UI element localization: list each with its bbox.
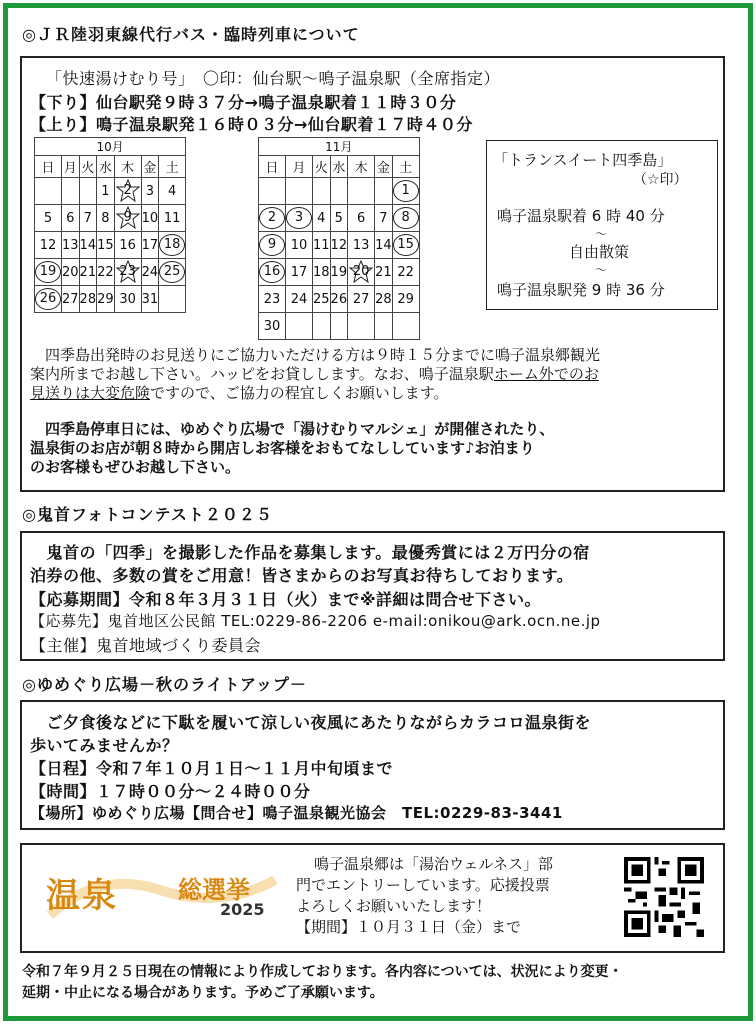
calendar-day: 28 [79, 286, 97, 313]
calendar-day: 29 [392, 286, 419, 313]
calendar-day [348, 178, 375, 205]
photo-section-title: ◎鬼首フォトコンテスト２０２５ [22, 505, 273, 524]
day-number: 2 [259, 207, 285, 229]
calendar-day: 13 [348, 232, 375, 259]
para1-line2 [30, 365, 720, 384]
calendar-day [114, 178, 141, 205]
calendar-day [348, 259, 375, 286]
calendar-day: 22 [97, 259, 115, 286]
day-number: 20 [352, 264, 370, 279]
logo-year: 2025 [220, 900, 265, 919]
calendar-day: 24 [286, 286, 313, 313]
day-number: 26 [35, 288, 61, 310]
para2-line1: 四季島停車日には、ゆめぐり広場で「湯けむりマルシェ」が開催されたり、 [30, 420, 555, 438]
weekday-header: 金 [141, 156, 159, 178]
calendar-day [259, 178, 286, 205]
onsen-text [296, 854, 553, 938]
tilde-2: 〜 [595, 263, 608, 277]
calendar-day: 18 [313, 259, 331, 286]
calendar-day [79, 178, 97, 205]
calendar-day: 13 [62, 232, 80, 259]
day-number: 19 [35, 261, 61, 283]
shikishima-box [486, 140, 718, 310]
calendar-day: 8 [97, 205, 115, 232]
day-number: 8 [393, 207, 419, 229]
calendar-day [375, 178, 393, 205]
jr-section-title: ◎ＪＲ陸羽東線代行バス・臨時列車について [22, 25, 360, 44]
weekday-header: 金 [375, 156, 393, 178]
calendar-day [286, 205, 313, 232]
calendar-day: 17 [286, 259, 313, 286]
day-number: 25 [159, 261, 185, 283]
onsen-line2: 門でエントリーしています。応援投票 [296, 876, 550, 894]
para1-line3-a: 見送りは大変危険 [30, 384, 151, 402]
para1-line2-b: ホーム外でのお [493, 365, 599, 383]
light-line1: ご夕食後などに下駄を履いて涼しい夜風にあたりながらカラコロ温泉街を [30, 713, 592, 732]
calendar-day: 26 [330, 286, 348, 313]
marche-paragraph [30, 420, 720, 477]
para2-line2: 温泉街のお店が朝８時から開店しお客様をおもてなししています♪お泊まり [30, 439, 535, 457]
para2-line3: のお客様もぜひお越し下さい。 [30, 458, 241, 476]
calendar-day: 15 [97, 232, 115, 259]
calendar-day: 6 [62, 205, 80, 232]
day-number: 18 [159, 234, 185, 256]
calendar-day: 22 [392, 259, 419, 286]
weekday-header: 水 [97, 156, 115, 178]
light-line3: 【日程】令和７年１０月１日〜１１月中旬頃まで [30, 759, 394, 778]
onsen-line4: 【期間】１０月３１日（金）まで [296, 918, 522, 936]
calendar-day: 11 [313, 232, 331, 259]
calendar-day [159, 259, 186, 286]
calendar-day: 21 [79, 259, 97, 286]
calendar-day [348, 313, 375, 340]
calendar-day [35, 259, 62, 286]
calendar-day: 30 [114, 286, 141, 313]
calendar-day: 1 [97, 178, 115, 205]
shikishima-mark: （☆印） [633, 172, 688, 188]
calendar-day [62, 178, 80, 205]
shikishima-depart: 鳴子温泉駅発 9 時 36 分 [497, 281, 665, 299]
para1-line3-b: ですので、ご協力の程宜しくお願いします。 [150, 384, 449, 402]
para1-line3 [30, 384, 720, 403]
day-number: 9 [259, 234, 285, 256]
oct-month-label: 10月 [35, 138, 186, 156]
calendar-day: 21 [375, 259, 393, 286]
calendar-day [159, 286, 186, 313]
weekday-header: 水 [330, 156, 348, 178]
down-schedule: 【下り】仙台駅発９時３７分→鳴子温泉駅着１１時３０分 [30, 93, 457, 112]
calendar-day: 5 [330, 205, 348, 232]
calendar-day: 24 [141, 259, 159, 286]
up-schedule: 【上り】鳴子温泉駅発１６時０３分→仙台駅着１７時４０分 [30, 115, 473, 134]
day-number: 23 [119, 264, 136, 279]
calendar-day: 31 [141, 286, 159, 313]
light-line4: 【時間】１７時００分〜２４時００分 [30, 782, 311, 801]
onsen-sousenkyo-logo [40, 860, 290, 930]
calendar-day: 25 [313, 286, 331, 313]
calendar-day [286, 313, 313, 340]
calendar-day: 3 [141, 178, 159, 205]
shikishima-name: 「トランスイート四季島」 [493, 151, 673, 169]
shikishima-arrive: 鳴子温泉駅着 6 時 40 分 [497, 207, 665, 225]
day-number: 9 [123, 210, 132, 225]
day-number: 3 [286, 207, 312, 229]
calendar-day: 12 [35, 232, 62, 259]
calendar-day [330, 313, 348, 340]
calendar-day [114, 259, 141, 286]
shikishima-free: 自由散策 [569, 243, 630, 261]
weekday-header: 木 [114, 156, 141, 178]
photo-line5: 【主催】鬼首地域づくり委員会 [30, 636, 262, 655]
weekday-header: 月 [62, 156, 80, 178]
calendar-day: 12 [330, 232, 348, 259]
footer-line2: 延期・中止になる場合があります。予めご了承願います。 [22, 985, 384, 1001]
calendar-day [259, 259, 286, 286]
photo-line2: 泊券の他、多数の賞をご用意！皆さまからのお写真お待ちしております。 [30, 566, 574, 585]
calendar-day: 29 [97, 286, 115, 313]
calendar-day [114, 205, 141, 232]
calendar-day: 11 [159, 205, 186, 232]
day-number: 1 [393, 180, 419, 202]
weekday-header: 火 [313, 156, 331, 178]
para1-line2-a: 案内所までお越し下さい。ハッピをお貸しします。なお、鳴子温泉駅 [30, 365, 494, 383]
calendar-day [392, 313, 419, 340]
calendar-day [259, 232, 286, 259]
weekday-header: 火 [79, 156, 97, 178]
calendar-day [392, 205, 419, 232]
calendar-day [313, 178, 331, 205]
weekday-header: 月 [286, 156, 313, 178]
day-number: 16 [259, 261, 285, 283]
light-section-title: ◎ゆめぐり広場－秋のライトアップ－ [22, 675, 307, 694]
para1-line1: 四季島出発時のお見送りにご協力いただける方は９時１５分までに鳴子温泉郷観光 [30, 346, 601, 364]
calendar-day: 6 [348, 205, 375, 232]
footer-note [22, 962, 623, 1004]
calendar-day: 7 [375, 205, 393, 232]
calendar-day [330, 178, 348, 205]
logo-sousenkyo-text: 総選挙 [178, 876, 250, 904]
calendar-day: 19 [330, 259, 348, 286]
day-number: 2 [123, 183, 132, 198]
calendar-day [35, 178, 62, 205]
calendar-day [392, 232, 419, 259]
calendar-day: 27 [62, 286, 80, 313]
calendar-day: 14 [79, 232, 97, 259]
calendar-day: 16 [114, 232, 141, 259]
calendar-day [259, 205, 286, 232]
qr-code[interactable] [624, 857, 704, 937]
calendar-day: 10 [286, 232, 313, 259]
weekday-header: 土 [392, 156, 419, 178]
tilde-1: 〜 [595, 227, 608, 241]
light-line2: 歩いてみませんか？ [30, 736, 179, 755]
photo-line4: 【応募先】鬼首地区公民館 TEL:0229-86-2206 e-mail:onikou@ark.ocn.ne.jp [30, 612, 601, 630]
calendar-day: 20 [62, 259, 80, 286]
photo-line1: 鬼首の「四季」を撮影した作品を募集します。最優秀賞には２万円分の宿 [30, 543, 590, 562]
calendar-day [286, 178, 313, 205]
onsen-line1: 鳴子温泉郷は「湯治ウェルネス」部 [314, 855, 553, 873]
calendar-day [375, 313, 393, 340]
calendar-day: 14 [375, 232, 393, 259]
calendar-day: 4 [313, 205, 331, 232]
photo-line3: 【応募期間】令和８年３月３１日（火）まで※詳細は問合せ下さい。 [30, 590, 542, 609]
calendar-day: 30 [259, 313, 286, 340]
logo-onsen-text: 温泉 [46, 876, 118, 916]
footer-line1: 令和７年９月２５日現在の情報により作成しております。各内容については、状況により変更・ [22, 964, 623, 980]
calendar-day: 27 [348, 286, 375, 313]
weekday-header: 木 [348, 156, 375, 178]
calendar-day [35, 286, 62, 313]
weekday-header: 日 [35, 156, 62, 178]
calendar-day [159, 232, 186, 259]
calendar-day: 17 [141, 232, 159, 259]
calendar-day: 28 [375, 286, 393, 313]
day-number: 15 [393, 234, 419, 256]
shikishima-paragraph [30, 346, 720, 403]
weekday-header: 日 [259, 156, 286, 178]
calendar-day [392, 178, 419, 205]
calendar-day [313, 313, 331, 340]
light-line5: 【場所】ゆめぐり広場【問合せ】鳴子温泉観光協会 TEL:0229-83-3441 [30, 804, 563, 822]
calendar-day: 7 [79, 205, 97, 232]
calendar-day: 4 [159, 178, 186, 205]
train-line: 「快速湯けむり号」 〇印：仙台駅〜鳴子温泉駅（全席指定） [46, 69, 501, 88]
onsen-line3: よろしくお願いいたします！ [296, 897, 492, 915]
calendar-day: 5 [35, 205, 62, 232]
calendar-day: 10 [141, 205, 159, 232]
calendar-day: 23 [259, 286, 286, 313]
weekday-header: 土 [159, 156, 186, 178]
nov-month-label: 11月 [259, 138, 420, 156]
